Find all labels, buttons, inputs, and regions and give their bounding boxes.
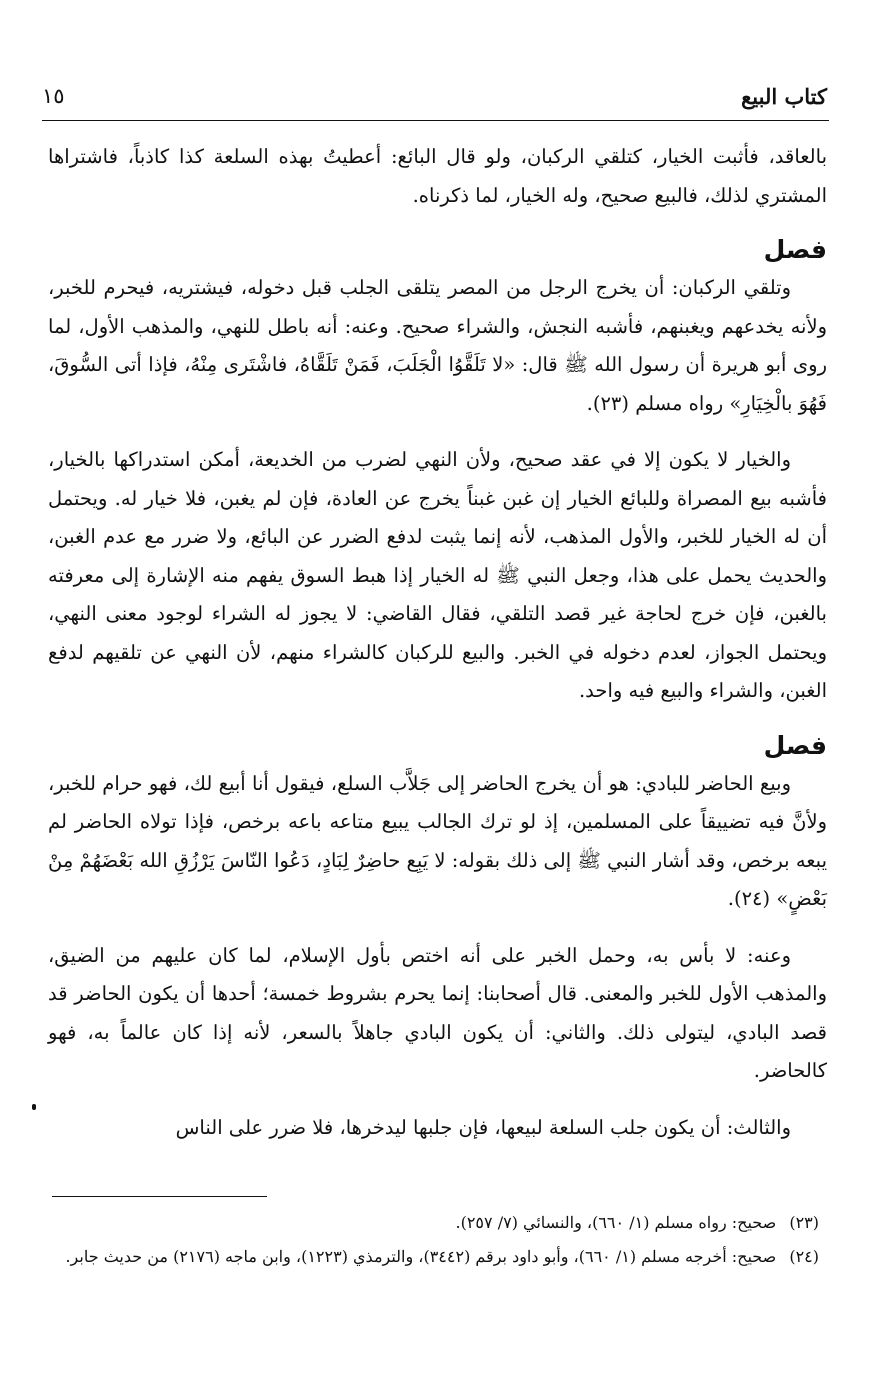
footnote-text: صحيح: أخرجه مسلم (١/ ٦٦٠)، وأبو داود برقم (٣٤٤٢)، والترمذي (١٢٢٣)، وابن ماجه (٢١٧٦) من حديث جابر.	[65, 1247, 777, 1266]
paragraph-5: والثالث: أن يكون جلب السلعة لبيعها، فإن جلبها ليدخرها، فلا ضرر على الناس	[175, 1115, 791, 1139]
main-text	[48, 138, 827, 1165]
stray-dot	[32, 1104, 36, 1110]
footnote-text: صحيح: رواه مسلم (١/ ٦٦٠)، والنسائي (٧/ ٢٥٧).	[455, 1213, 777, 1232]
footnote-number: (٢٤)	[789, 1247, 819, 1266]
paragraph-3: وبيع الحاضر للبادي: هو أن يخرج الحاضر إلى جَلاَّب السلع، فيقول أنا أبيع لك، فهو حرام للخبر، ولأنَّ فيه تضييقاً على المسلمين، إذ لو ترك الجالب يبيع متاعه باعه برخص، فإذا تولاه الحاضر لم يبعه برخص، وقد أشار النبي ﷺ إلى ذلك بقوله: لا يَبِع حاضِرٌ لِبَادٍ، دَعُوا النّاسَ يَرْزُقِ الله بَعْضَهُمْ مِنْ بَعْضٍ» (٢٤).	[48, 771, 827, 910]
page-number: ١٥	[42, 84, 65, 108]
footnote-number: (٢٣)	[789, 1213, 819, 1232]
paragraph-1: وتلقي الركبان: أن يخرج الرجل من المصر يتلقى الجلب قبل دخوله، فيشتريه، فيحرم للخبر، ولأنه يخدعهم ويغبنهم، فأشبه النجش، والشراء صحيح. وعنه: أنه باطل للنهي، والمذهب الأول، لما روى أبو هريرة أن رسول الله ﷺ قال: «لا تَلَقَّوُا الْجَلَبَ، فَمَنْ تَلَقَّاهُ، فاشْتَرى مِنْهُ، فإذا أتى السُّوقَ، فَهُوَ بالْخِيَارِ» رواه مسلم (٢٣).	[48, 276, 827, 415]
header-rule	[42, 120, 829, 121]
section-heading-2: فصل	[763, 730, 827, 760]
page-header	[42, 84, 827, 118]
section-heading-1: فصل	[763, 235, 827, 264]
footnote-24	[52, 1242, 819, 1272]
paragraph-4: وعنه: لا بأس به، وحمل الخبر على أنه اختص بأول الإسلام، لما كان عليهم من الضيق، والمذهب الأول للخبر والمعنى. قال أصحابنا: إنما يحرم بشروط خمسة؛ أحدها أن يكون الحاضر قد قصد البادي، ليتولى ذلك. والثاني: أن يكون البادي جاهلاً بالسعر، لأنه إذا كان عالماً به، فهو كالحاضر.	[48, 943, 827, 1082]
paragraph-intro: بالعاقد، فأثبت الخيار، كتلقي الركبان، ولو قال البائع: أعطيتُ بهذه السلعة كذا كاذباً، فاشتراها المشتري لذلك، فالبيع صحيح، وله الخيار، لما ذكرناه.	[48, 145, 827, 207]
footnote-23	[52, 1208, 819, 1238]
footnote-rule	[52, 1196, 267, 1197]
running-head: كتاب البيع	[741, 84, 827, 109]
paragraph-2: والخيار لا يكون إلا في عقد صحيح، ولأن النهي لضرب من الخديعة، أمكن استدراكها بالخيار، فأشبه بيع المصراة وللبائع الخيار إن غبن غبناً يخرج عن العادة، فإن لم يغبن، فلا خيار له. ويحتمل أن له الخيار للخبر، والأول المذهب، لأنه إنما يثبت لدفع الضرر عن البائع، ولا ضرر مع عدم الغبن، والحديث يحمل على هذا، وجعل النبي ﷺ له الخيار إذا هبط السوق يفهم منه الإشارة إلى معرفته بالغبن، فإن خرج لحاجة غير قصد التلقي، فقال القاضي: لا يجوز له الشراء لوجود معنى النهي، ويحتمل الجواز، لعدم دخوله في الخبر. والبيع للركبان كالشراء منهم، لأن النهي عن تلقيهم لدفع الغبن، والشراء والبيع فيه واحد.	[48, 448, 827, 702]
footnotes	[52, 1208, 819, 1276]
